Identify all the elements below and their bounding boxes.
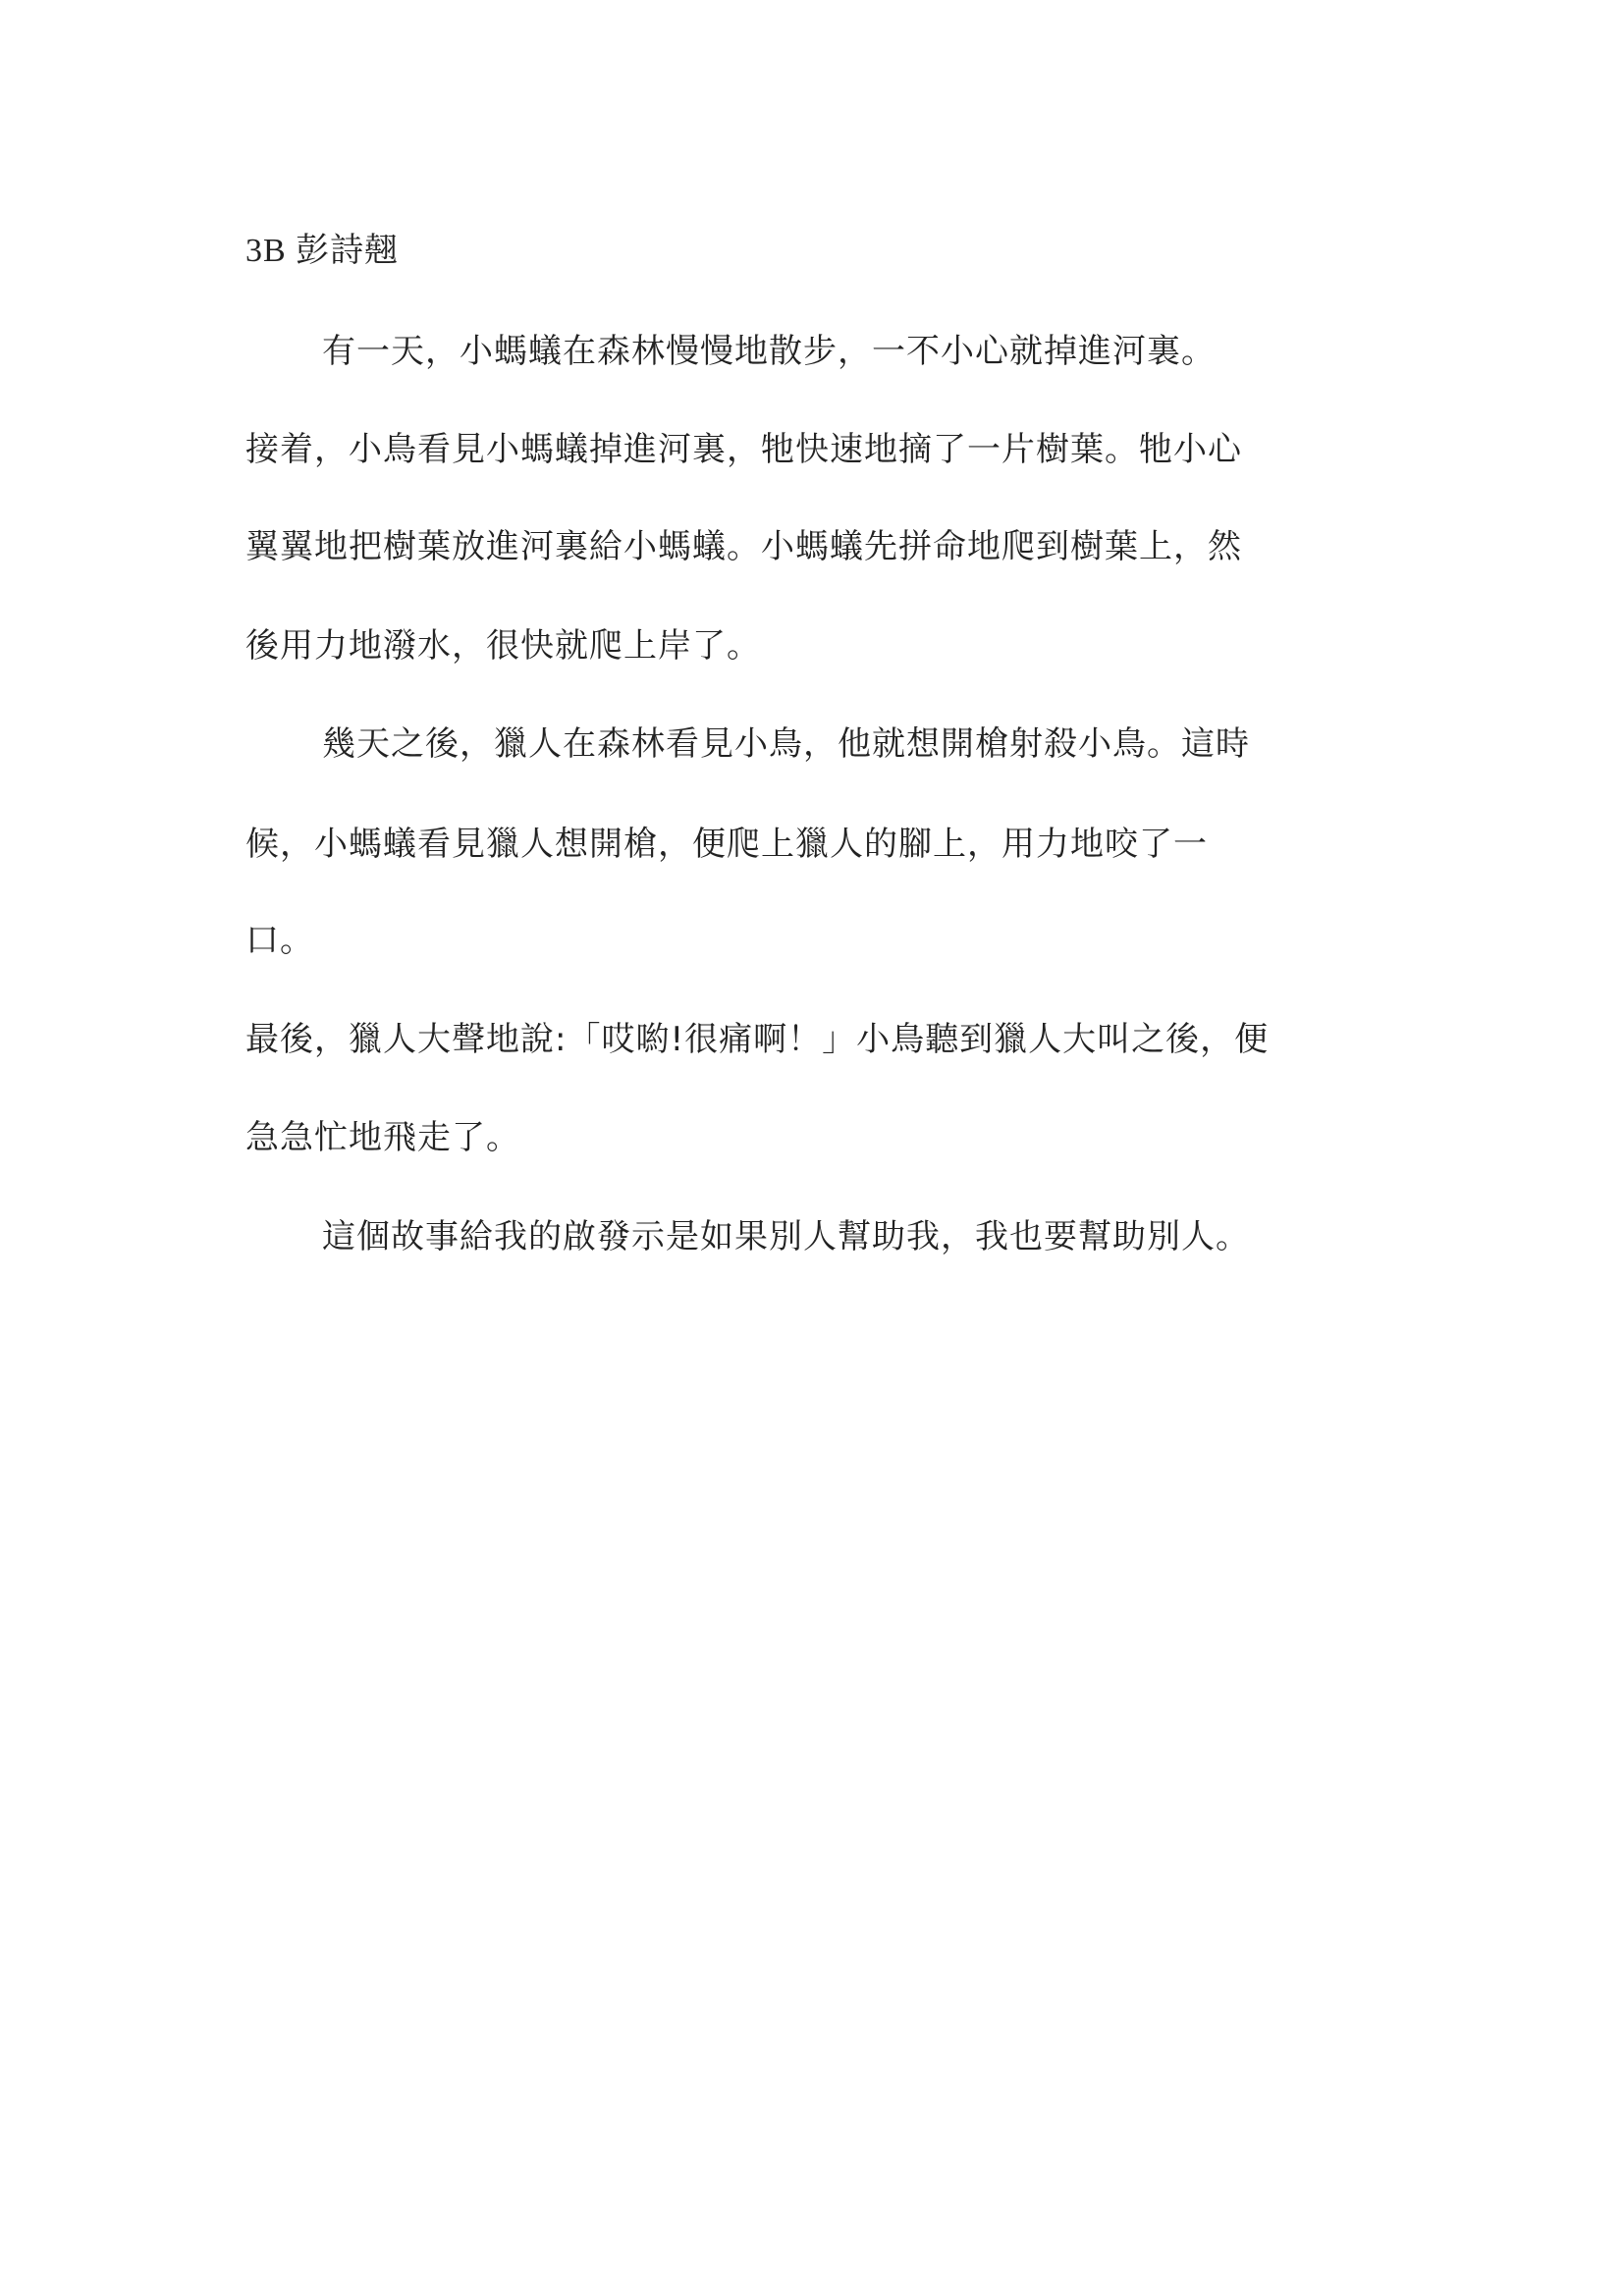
paragraph-4-line-1: 最後，獵人大聲地說:「哎喲!很痛啊！」小鳥聽到獵人大叫之後，便 <box>245 1020 1270 1059</box>
paragraph-2-line-1: 接着，小鳥看見小螞蟻掉進河裏，牠快速地摘了一片樹葉。牠小心 <box>245 430 1242 469</box>
paragraph-1-line-1: 有一天，小螞蟻在森林慢慢地散步，一不小心就掉進河裏。 <box>322 332 1216 371</box>
student-header: 3B 彭詩翹 <box>245 233 400 269</box>
paragraph-5-line-1: 這個故事給我的啟發示是如果別人幫助我，我也要幫助別人。 <box>322 1217 1250 1256</box>
paragraph-3-line-3: 口。 <box>245 921 314 960</box>
paragraph-3-line-1: 幾天之後，獵人在森林看見小鳥，他就想開槍射殺小鳥。這時 <box>322 724 1250 764</box>
paragraph-2-line-3: 後用力地潑水，很快就爬上岸了。 <box>245 626 761 666</box>
paragraph-2-line-2: 翼翼地把樹葉放進河裏給小螞蟻。小螞蟻先拼命地爬到樹葉上，然 <box>245 527 1242 566</box>
paragraph-4-line-2: 急急忙地飛走了。 <box>245 1118 520 1157</box>
paragraph-3-line-2: 候，小螞蟻看見獵人想開槍，便爬上獵人的腳上，用力地咬了一 <box>245 825 1208 864</box>
